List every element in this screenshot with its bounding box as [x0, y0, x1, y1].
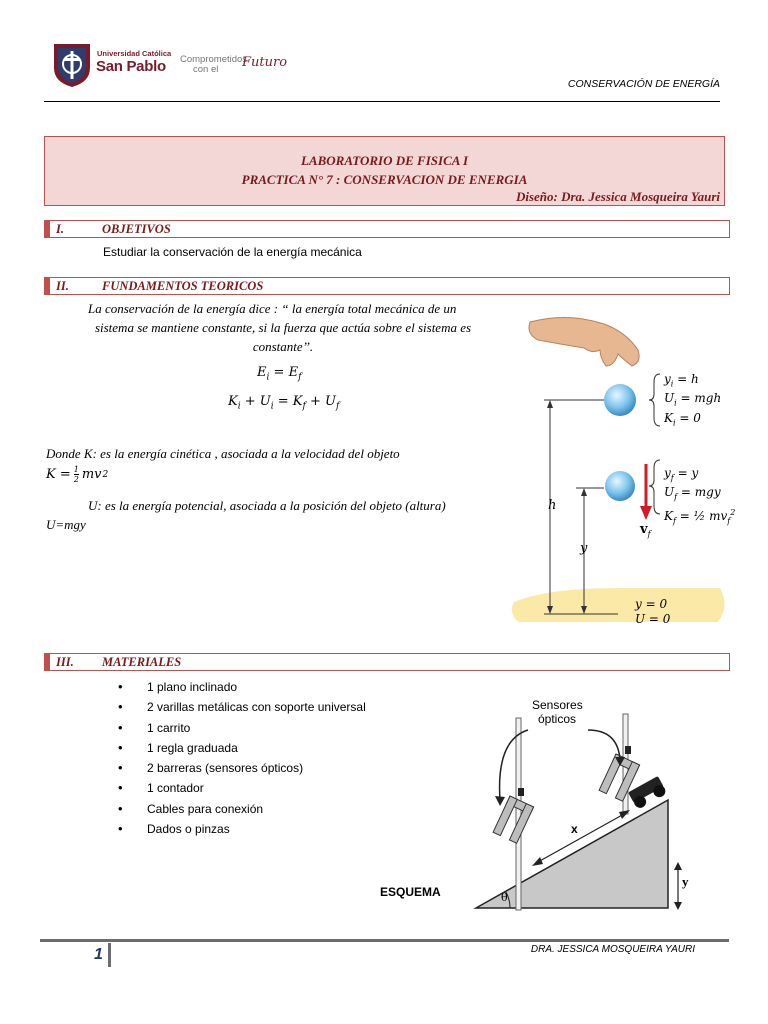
fraction-denominator: 2: [73, 475, 79, 484]
section-header-materiales: [44, 653, 730, 671]
value: = 0: [679, 410, 701, 425]
formula-exponent: 2: [102, 469, 109, 480]
list-item: • 1 contador: [118, 780, 366, 800]
subscript: f: [647, 529, 651, 539]
label-kf: [664, 505, 735, 528]
height-label: h: [548, 498, 557, 513]
section-header-fundamentos: [44, 277, 730, 295]
quote-line-1: La conservación de la energía dice : “ la energía total mecánica de un: [88, 301, 457, 316]
ground-shape: [512, 588, 725, 622]
subscript: i: [672, 418, 676, 428]
section-title: FUNDAMENTOS TEORICOS: [102, 279, 264, 293]
list-item: • Dados o pinzas: [118, 821, 366, 841]
arrow-head: [495, 796, 505, 806]
eq-subscript: i: [237, 401, 241, 412]
symbol: y: [664, 466, 671, 480]
section-number: II.: [56, 279, 69, 293]
symbol: y: [664, 372, 671, 386]
subscript: f: [727, 516, 731, 526]
ball-final: [605, 471, 635, 501]
footer-page-separator: [108, 943, 111, 967]
arrow-head: [581, 488, 587, 496]
header-divider: [44, 101, 720, 102]
list-item: • 1 plano inclinado: [118, 679, 366, 699]
eq-part: = K: [277, 394, 303, 409]
slogan-line-2: con el: [193, 64, 219, 75]
symbol: K: [664, 410, 673, 425]
velocity-label: [640, 522, 651, 539]
symbol: v: [640, 522, 648, 537]
sensors-label: [532, 698, 583, 726]
clamp-left: [518, 788, 524, 796]
title-practice: PRACTICA N° 7 : CONSERVACION DE ENERGIA: [241, 172, 528, 187]
section-number: I.: [56, 222, 64, 236]
section-title: OBJETIVOS: [102, 222, 171, 236]
ball-initial: [604, 384, 636, 416]
label-yf: [664, 466, 735, 485]
equation-energy: [257, 365, 301, 383]
arrow-head: [674, 862, 682, 870]
inclined-plane-figure: [470, 700, 700, 915]
title-box: [44, 136, 725, 206]
eq-subscript: f: [302, 401, 306, 412]
formula-mv: mv: [81, 467, 102, 482]
potential-formula: U=mgy: [46, 517, 86, 532]
ramp-y-label: y: [682, 874, 689, 889]
title-lab: LABORATORIO DE FISICA I: [300, 153, 469, 168]
footer-divider: [40, 939, 729, 942]
brace-initial: [649, 374, 660, 426]
eq-equals: =: [273, 365, 285, 380]
logo-university-name: San Pablo: [96, 58, 166, 75]
arrow-head: [532, 857, 543, 866]
slogan-script: Futuro: [242, 55, 288, 70]
sensors-label-line1: Sensores: [532, 698, 583, 712]
y-position-label: y: [580, 541, 588, 556]
section-number: III.: [56, 655, 74, 669]
eq-subscript: i: [270, 401, 274, 412]
materials-list: [118, 679, 366, 841]
label-ui: [664, 391, 721, 410]
list-item: • Cables para conexión: [118, 801, 366, 821]
support-rod-left: [516, 718, 521, 910]
exponent: 2: [730, 507, 736, 517]
list-item: • 1 carrito: [118, 720, 366, 740]
footer-author: DRA. JESSICA MOSQUEIRA YAURI: [530, 944, 695, 955]
eq-symbol: E: [257, 365, 267, 380]
eq-part: + U: [244, 394, 271, 409]
esquema-label: ESQUEMA: [380, 885, 441, 899]
quote-line-2: sistema se mantiene constante, si la fuerza que actúa sobre el sistema es: [94, 320, 472, 335]
eq-symbol: E: [288, 365, 299, 380]
slogan-line-1: Comprometidos: [180, 54, 248, 65]
logo-university-label: Universidad Católica: [97, 49, 172, 58]
eq-part: K: [228, 394, 238, 409]
label-uf: [664, 485, 735, 504]
velocity-arrow-head: [640, 506, 652, 520]
clamp-right: [625, 746, 631, 754]
final-state-labels: [664, 466, 735, 528]
document-header-title: CONSERVACIÓN DE ENERGÍA: [567, 78, 720, 90]
section-header-objetivos: [44, 220, 730, 238]
ramp-angle-label: θ: [501, 891, 508, 904]
ramp-x-label: x: [571, 822, 578, 836]
kinetic-definition: Donde K: es la energía cinética , asociada a la velocidad del objeto: [46, 446, 400, 461]
kinetic-formula: [46, 465, 108, 484]
value: = h: [677, 372, 699, 386]
page-number: 1: [94, 946, 103, 963]
equation-kinetic-potential: [228, 394, 339, 412]
initial-state-labels: [664, 372, 721, 430]
fraction: [74, 465, 79, 484]
arrow-head: [674, 902, 682, 910]
fraction-numerator: 1: [73, 465, 79, 474]
objetivos-text: Estudiar la conservación de la energía mecánica: [103, 245, 362, 259]
subscript: f: [674, 492, 678, 502]
hand-shape: [529, 317, 639, 366]
label-yi: [664, 372, 721, 391]
quote-line-3: constante’’.: [252, 339, 314, 354]
list-item: • 2 barreras (sensores ópticos): [118, 760, 366, 780]
subscript: i: [670, 379, 674, 389]
brace-final: [649, 460, 660, 514]
value: = mgh: [680, 391, 722, 406]
subscript: i: [674, 398, 677, 408]
value: = mgy: [680, 485, 721, 500]
symbol: U: [664, 391, 675, 406]
sensors-label-line2: ópticos: [538, 712, 577, 726]
symbol: U: [664, 485, 675, 500]
label-ki: [664, 411, 721, 430]
title-author: Diseño: Dra. Jessica Mosqueira Yauri: [515, 189, 720, 204]
u-zero-label: U = 0: [635, 612, 671, 626]
eq-subscript: f: [335, 401, 340, 412]
arrow-head: [547, 400, 553, 408]
y-zero-label: y = 0: [635, 597, 668, 611]
potential-definition: U: es la energía potencial, asociada a la posición del objeto (altura): [88, 498, 446, 513]
eq-subscript: i: [266, 372, 270, 383]
eq-subscript: f: [298, 372, 302, 383]
list-item: • 2 varillas metálicas con soporte universal: [118, 699, 366, 719]
eq-part: + U: [310, 394, 336, 409]
section-title: MATERIALES: [102, 655, 182, 669]
formula-prefix: K =: [46, 467, 71, 482]
subscript: f: [670, 473, 674, 483]
university-shield-logo: [52, 42, 92, 88]
subscript: f: [672, 516, 676, 526]
symbol: K: [664, 508, 673, 523]
value: = y: [677, 466, 699, 480]
list-item: • 1 regla graduada: [118, 740, 366, 760]
value: = ½ mv: [679, 508, 728, 523]
